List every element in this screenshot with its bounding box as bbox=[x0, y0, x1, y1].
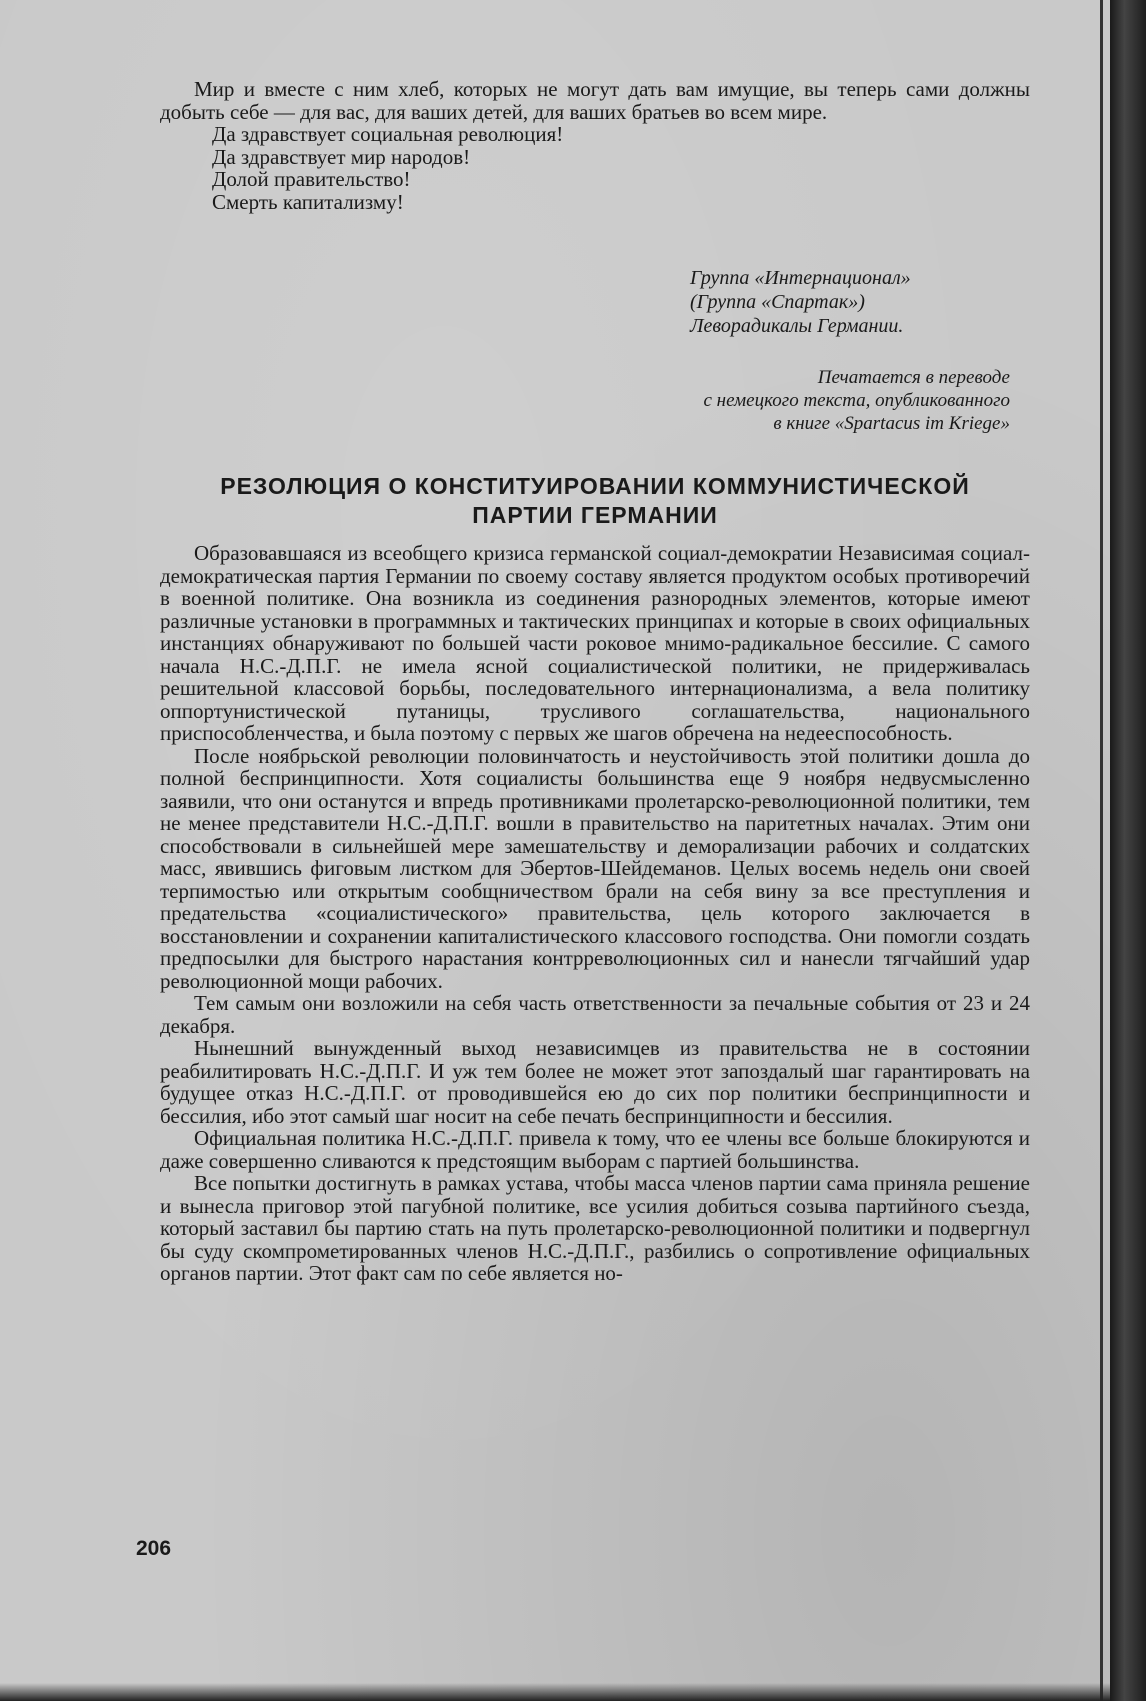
signature-line-1: Группа «Интернационал» bbox=[690, 267, 911, 289]
slogan-2: Да здравствует мир народов! bbox=[212, 144, 471, 169]
book-spine bbox=[1110, 0, 1146, 1701]
heading-line-1: РЕЗОЛЮЦИЯ О КОНСТИТУИРОВАНИИ КОММУНИСТИЧЕСКОЙ bbox=[220, 473, 970, 499]
body-paragraph-5: Официальная политика Н.С.-Д.П.Г. привела к тому, что ее члены все больше блокируются и даже совершенно сливаются к предстоящим выборам с партией большинства. bbox=[160, 1126, 1030, 1173]
source-note bbox=[560, 366, 1010, 435]
body-paragraph-1: Образовавшаяся из всеобщего кризиса германской социал-демократии Независимая социал-демократическая партия Германии по своему составу является продуктом особых противоречий в военной политике. Она возникла из соединения разнородных элементов, которые имеют различные установки в программных и тактических принципах и которые в своих официальных инстанциях обнаруживают по большей части роковое мнимо-радикальное бессилие. С самого начала Н.С.-Д.П.Г. не имела ясной социалистической политики, не придерживалась решительной классовой борьбы, последовательного интернационализма, а вела политику оппортунистической путаницы, трусливого соглашательства, национального приспособленчества, и была поэтому с первых же шагов обречена на недееспособность. bbox=[160, 541, 1030, 745]
signature-block bbox=[690, 266, 1020, 338]
heading-line-2: ПАРТИИ ГЕРМАНИИ bbox=[472, 502, 718, 528]
page-number: 206 bbox=[136, 1537, 172, 1560]
intro-paragraph: Мир и вместе с ним хлеб, которых не могут дать вам имущие, вы теперь сами должны добыть себе — для вас, для ваших детей, для ваших братьев во всем мире. bbox=[160, 77, 1030, 124]
slogan-4: Смерть капитализму! bbox=[212, 189, 404, 214]
bottom-shadow bbox=[0, 1683, 1110, 1701]
section-heading bbox=[160, 472, 1030, 530]
slogan-3: Долой правительство! bbox=[212, 167, 411, 191]
body-paragraph-4: Нынешний вынужденный выход независимцев из правительства не в состоянии реабилитировать Н.С.-Д.П.Г. И уж тем более не может этот запоздалый шаг гарантировать на будущее отказ Н.С.-Д.П.Г. от проводившейся ею до сих пор политики беспринципности и бессилия, ибо этот самый шаг носит на себе печать беспринципности и бессилия. bbox=[160, 1036, 1030, 1128]
source-note-line-1: Печатается в переводе bbox=[817, 367, 1010, 388]
body-paragraph-6: Все попытки достигнуть в рамках устава, чтобы масса членов партии сама приняла решение и вынесла приговор этой пагубной политике, все усилия добиться созыва партийного съезда, который заставил бы партию стать на путь пролетарско-революционной политики и подвергнул бы суду скомпрометированных членов Н.С.-Д.П.Г., разбились о сопротивление официальных органов партии. Этот факт сам по себе является но- bbox=[160, 1171, 1030, 1285]
signature-line-2: (Группа «Спартак») bbox=[690, 291, 865, 313]
body-paragraph-3: Тем самым они возложили на себя часть ответственности за печальные события от 23 и 24 декабря. bbox=[160, 991, 1030, 1038]
slogan-1: Да здравствует социальная революция! bbox=[212, 122, 564, 146]
gutter-edge bbox=[1100, 0, 1103, 1701]
source-note-line-3: в книге «Spartacus im Kriege» bbox=[773, 413, 1010, 434]
source-note-line-2: с немецкого текста, опубликованного bbox=[703, 390, 1010, 411]
body-paragraph-2: После ноябрьской революции половинчатость и неустойчивость этой политики дошла до полной беспринципности. Хотя социалисты большинства еще 9 ноября недвусмысленно заявили, что они останутся и впредь противниками пролетарско-революционной политики, тем не менее представители Н.С.-Д.П.Г. вошли в правительство на паритетных началах. Этим они способствовали в сильнейшей мере замешательству и деморализации рабочих и солдатских масс, явившись фиговым листком для Эбертов-Шейдеманов. Целых восемь недель они своей терпимостью или открытым сообщничеством брали на себя вину за все преступления и предательства «социалистического» правительства, цель которого заключается в восстановлении и сохранении капиталистического классового господства. Они помогли создать предпосылки для быстрого нарастания контрреволюционных сил и нанесли тягчайший удар революционной мощи рабочих. bbox=[160, 743, 1030, 993]
signature-line-3: Леворадикалы Германии. bbox=[690, 315, 904, 337]
intro-block bbox=[160, 78, 1030, 213]
resolution-body bbox=[160, 542, 1030, 1285]
